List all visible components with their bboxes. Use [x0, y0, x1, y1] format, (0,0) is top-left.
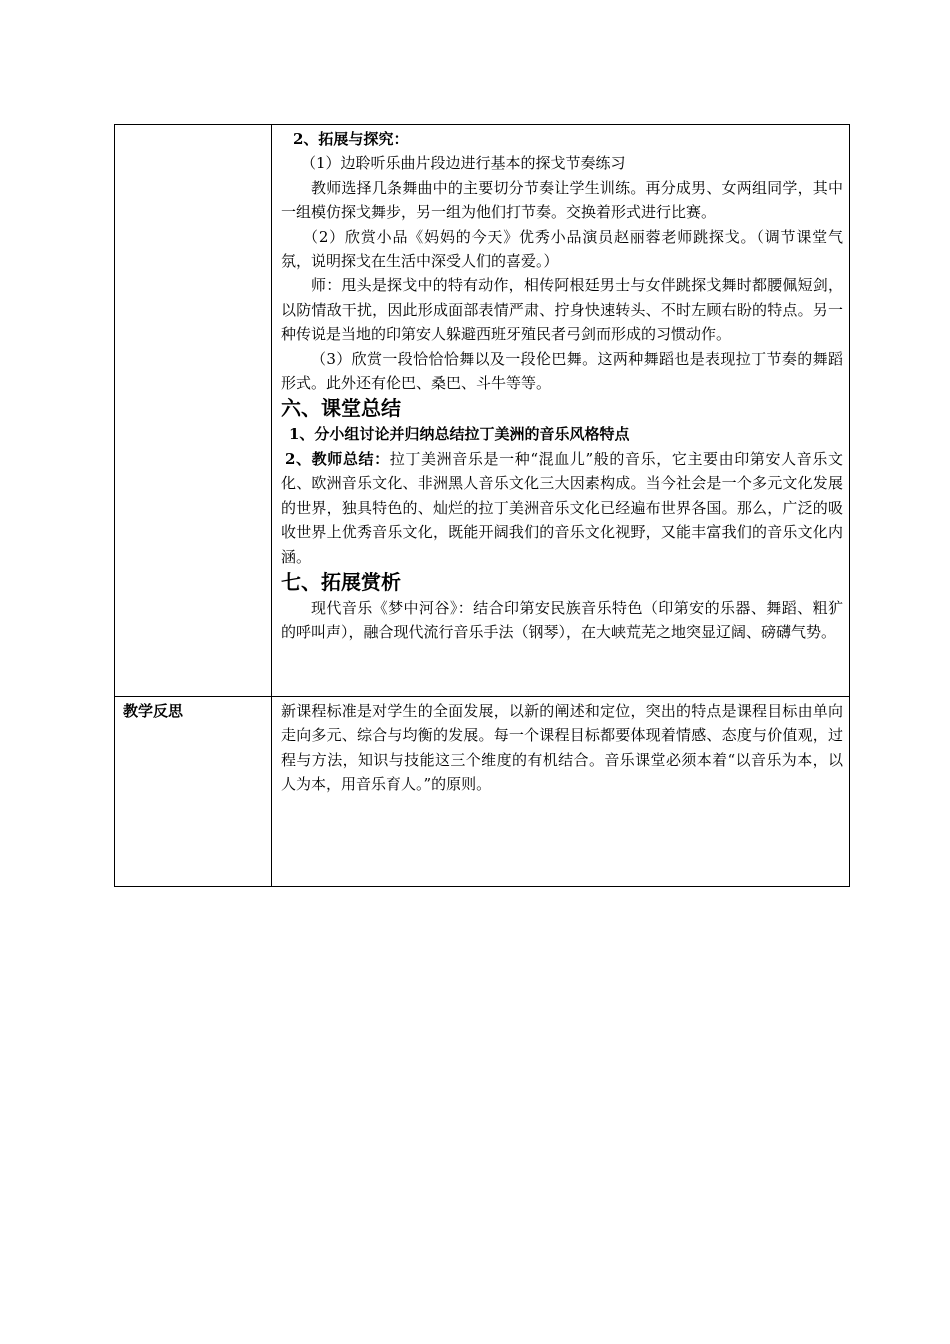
- activity-item-1-text: 教师选择几条舞曲中的主要切分节奏让学生训练。再分成男、女两组同学，其中一组模仿探戈舞步，另一组为他们打节奏。交换着形式进行比赛。: [281, 178, 843, 222]
- section-7-heading: 七、拓展赏析: [281, 569, 401, 594]
- appreciation-text: 现代音乐《梦中河谷》：结合印第安民族音乐特色（印第安的乐器、舞蹈、粗犷的呼叫声），融合现代流行音乐手法（钢琴），在大峡荒芜之地突显辽阔、磅礴气势。: [281, 598, 843, 642]
- summary-item-2-text: 拉丁美洲音乐是一种“混血儿”般的音乐，它主要由印第安人音乐文化、欧洲音乐文化、非洲黑人音乐文化三大因素构成。当今社会是一个多元文化发展的世界，独具特色的、灿烂的拉丁美洲音乐文化已经遍布世界各国。那么，广泛的吸收世界上优秀音乐文化，既能开阔我们的音乐文化视野，又能丰富我们的音乐文化内涵。: [281, 449, 843, 566]
- row-label-cell: [115, 125, 272, 697]
- activities-content-cell: [272, 125, 850, 697]
- lesson-plan-table: [114, 124, 850, 887]
- reflection-label-cell: [115, 697, 272, 887]
- reflection-label: 教学反思: [123, 702, 184, 720]
- table-row-reflection: [115, 697, 850, 887]
- section-6-heading: 六、课堂总结: [281, 396, 401, 421]
- extend-explore-heading: 2、拓展与探究：: [293, 130, 409, 148]
- reflection-text: 新课程标准是对学生的全面发展，以新的阐述和定位，突出的特点是课程目标由单向走向多元、综合与均衡的发展。每一个课程目标都要体现着情感、态度与价值观，过程与方法，知识与技能这三个维度的有机结合。音乐课堂必须本着“以音乐为本，以人为本，用音乐育人。”的原则。: [281, 702, 843, 794]
- activity-item-3: （3）欣赏一段恰恰恰舞以及一段伦巴舞。这两种舞蹈也是表现拉丁节奏的舞蹈形式。此外还有伦巴、桑巴、斗牛等等。: [281, 349, 843, 393]
- summary-item-1: 1、分小组讨论并归纳总结拉丁美洲的音乐风格特点: [289, 425, 630, 444]
- reflection-content-cell: [272, 697, 850, 887]
- summary-item-2-label: 2、教师总结：: [285, 449, 390, 468]
- activity-item-2-text: 师：甩头是探戈中的特有动作，相传阿根廷男士与女伴跳探戈舞时都腰佩短剑，以防情敌干扰，因此形成面部表情严肃、拧身快速转头、不时左顾右盼的特点。另一种传说是当地的印第安人躲避西班牙殖民者弓剑而形成的习惯动作。: [281, 276, 843, 344]
- row-label-empty: [115, 125, 271, 129]
- table-row-activities: [115, 125, 850, 697]
- activity-item-2: （2）欣赏小品《妈妈的今天》优秀小品演员赵丽蓉老师跳探戈。（调节课堂气氛，说明探戈在生活中深受人们的喜爱。）: [281, 227, 843, 271]
- activity-item-1: （1）边聆听乐曲片段边进行基本的探戈节奏练习: [301, 154, 626, 173]
